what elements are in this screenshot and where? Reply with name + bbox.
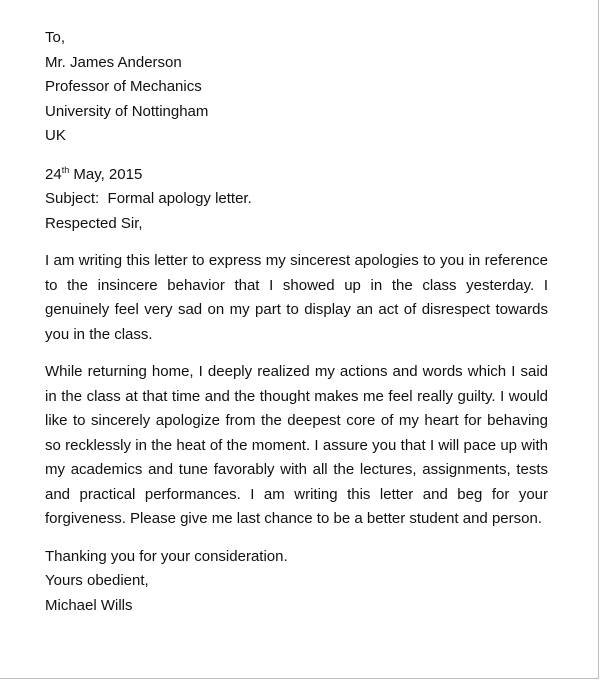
closing-thanks: Thanking you for your consideration. (45, 547, 288, 565)
letter-subject: Subject: Formal apology letter. (45, 190, 252, 207)
date-rest: May, 2015 (69, 165, 143, 183)
recipient-country: UK (45, 127, 66, 144)
recipient-to: To, (45, 29, 66, 46)
closing-block (45, 545, 548, 619)
closing-sign-off: Yours obedient, (45, 572, 149, 589)
letter-greeting: Respected Sir, (45, 214, 143, 232)
date-suffix: th (61, 164, 70, 175)
spacer (45, 236, 548, 249)
spacer (45, 347, 548, 360)
letter-body (45, 26, 548, 618)
recipient-name: Mr. James Anderson (45, 53, 182, 71)
body-paragraph-1: I am writing this letter to express my sincerest apologies to you in reference to the insincere behavior that I showed up in the class yesterday. I genuinely feel very sad on my part to display an act of disrespect towards you in the class. (45, 252, 548, 343)
spacer (45, 149, 548, 163)
recipient-title: Professor of Mechanics (45, 78, 202, 95)
letter-date (45, 163, 548, 188)
recipient-block (45, 26, 548, 149)
spacer (45, 532, 548, 545)
closing-signature: Michael Wills (45, 596, 133, 614)
date-day: 24 (45, 165, 62, 183)
body-paragraph-2: While returning home, I deeply realized my actions and words which I said in the class at that time and the thought makes me feel really guilty. I would like to sincerely apologize from the deepest core of my heart for behaving so recklessly in the heat of the moment. I assure you that I will pace up with my academics and tune favorably with all the lectures, assignments, tests and practical performances. I am writing this letter and beg for your forgiveness. Please give me last chance to be a better student and person. (45, 363, 548, 527)
recipient-institution: University of Nottingham (45, 102, 209, 120)
